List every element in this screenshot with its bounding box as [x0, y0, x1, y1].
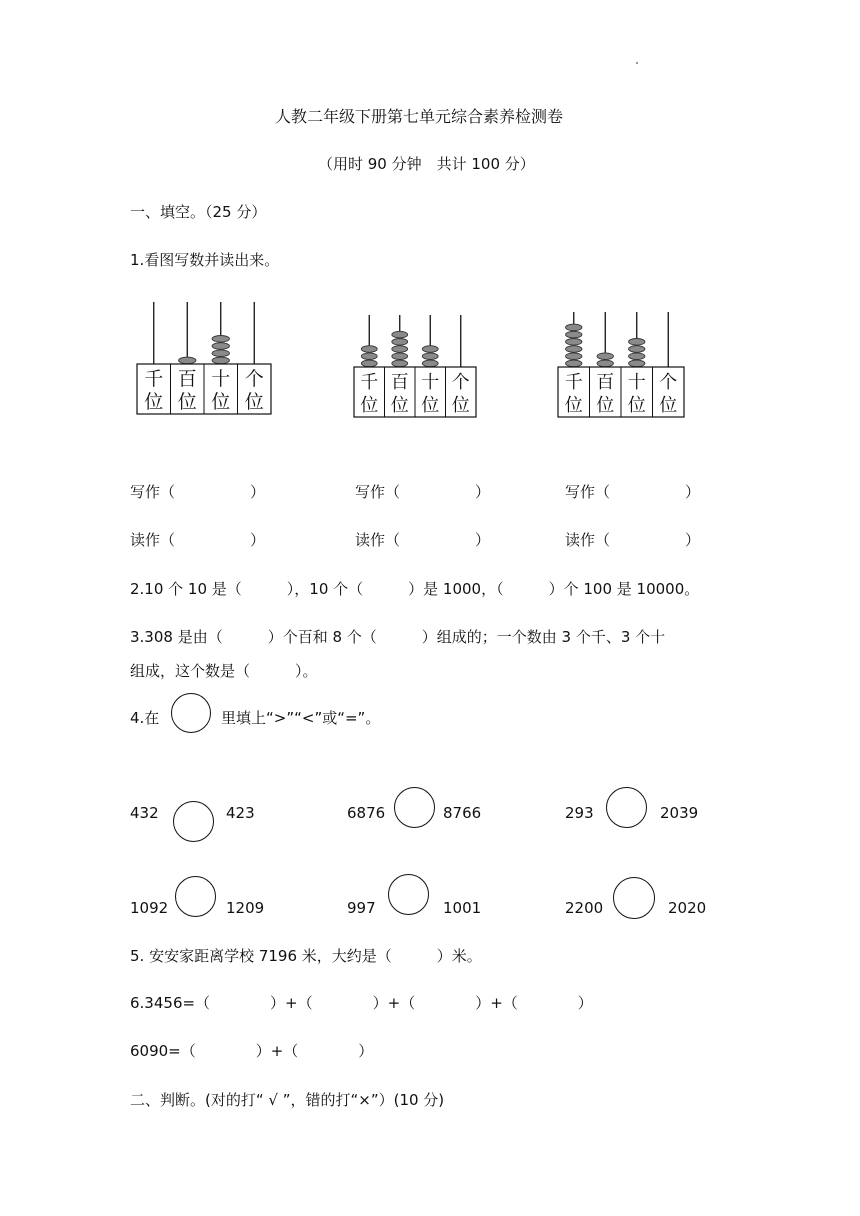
place-label: 位: [211, 391, 231, 413]
place-label: 位: [627, 395, 646, 416]
abacus-bead: [566, 353, 582, 360]
read-blank-1: 读作（ ）: [130, 531, 266, 549]
page-subtitle: （用时 90 分钟 共计 100 分）: [318, 155, 535, 173]
abacus-bead: [566, 346, 582, 353]
abacus-bead: [629, 353, 645, 360]
abacus-bead: [422, 346, 438, 353]
compare-left: 2200: [565, 899, 604, 917]
abacus-bead: [392, 346, 408, 353]
abacus-bead: [629, 360, 645, 367]
compare-circle[interactable]: [175, 876, 216, 917]
abacus-bead: [422, 353, 438, 360]
abacus-bead: [629, 339, 645, 346]
place-label: 千: [360, 372, 379, 393]
abacus-bead: [361, 360, 377, 367]
compare-circle[interactable]: [394, 787, 435, 828]
place-label: 位: [390, 395, 409, 416]
section-true-false: 二、判断。(对的打“ √ ”，错的打“×”）(10 分): [130, 1091, 445, 1109]
abacus-bead: [629, 346, 645, 353]
place-label: 位: [360, 395, 379, 416]
abacus-bead: [597, 360, 613, 367]
compare-circle[interactable]: [606, 787, 647, 828]
compare-circle[interactable]: [613, 877, 655, 919]
abacus-bead: [392, 353, 408, 360]
compare-right: 2039: [660, 804, 699, 822]
write-blank-2: 写作（ ）: [355, 483, 491, 501]
abacus-bead: [361, 346, 377, 353]
abacus-1: [136, 300, 272, 415]
question-3-line-1: 3.308 是由（ ）个百和 8 个（ ）组成的；一个数由 3 个千、3 个十: [130, 628, 666, 646]
page-dot: [636, 62, 638, 64]
place-label: 位: [451, 395, 470, 416]
place-label: 十: [627, 372, 646, 393]
compare-circle-example: [171, 693, 211, 733]
place-label: 十: [421, 372, 440, 393]
question-5: 5. 安安家距离学校 7196 米，大约是（ ）米。: [130, 947, 482, 965]
place-label: 百: [390, 372, 409, 393]
question-1: 1.看图写数并读出来。: [130, 251, 280, 269]
compare-circle[interactable]: [173, 801, 214, 842]
compare-left: 432: [130, 804, 159, 822]
abacus-bead: [566, 339, 582, 346]
compare-right: 1001: [443, 899, 482, 917]
compare-left: 997: [347, 899, 376, 917]
place-label: 位: [144, 391, 164, 413]
place-label: 个: [659, 372, 678, 393]
compare-left: 6876: [347, 804, 386, 822]
abacus-bead: [212, 343, 229, 350]
abacus-2: [353, 313, 477, 418]
compare-right: 423: [226, 804, 255, 822]
place-label: 位: [244, 391, 264, 413]
section-fill-blank: 一、填空。（25 分）: [130, 203, 267, 221]
page-title: 人教二年级下册第七单元综合素养检测卷: [275, 107, 564, 126]
place-label: 个: [244, 368, 264, 390]
abacus-bead: [566, 360, 582, 367]
abacus-bead: [361, 353, 377, 360]
abacus-bead: [392, 360, 408, 367]
question-4-suffix: 里填上“>”“<”或“=”。: [221, 709, 381, 727]
abacus-bead: [422, 360, 438, 367]
abacus-2-drawing: [353, 313, 477, 418]
question-3-line-2: 组成，这个数是（ ）。: [130, 662, 318, 680]
place-label: 位: [564, 395, 583, 416]
place-label: 位: [177, 391, 197, 413]
abacus-bead: [597, 353, 613, 360]
compare-right: 2020: [668, 899, 707, 917]
place-label: 百: [596, 372, 615, 393]
read-blank-2: 读作（ ）: [355, 531, 491, 549]
question-6-part-2: 6090=（ ）+（ ）: [130, 1042, 374, 1060]
abacus-bead: [566, 331, 582, 338]
abacus-bead: [392, 331, 408, 338]
abacus-3: [557, 310, 685, 418]
write-blank-1: 写作（ ）: [130, 483, 266, 501]
place-label: 个: [451, 372, 470, 393]
place-label: 位: [421, 395, 440, 416]
compare-circle[interactable]: [388, 874, 429, 915]
abacus-bead: [179, 357, 196, 364]
place-label: 十: [211, 368, 231, 390]
place-label: 百: [177, 368, 197, 390]
abacus-bead: [392, 339, 408, 346]
question-4-prefix: 4.在: [130, 709, 160, 727]
place-label: 千: [144, 368, 164, 390]
place-label: 千: [564, 372, 583, 393]
abacus-bead: [566, 324, 582, 331]
abacus-bead: [212, 357, 229, 364]
place-label: 位: [659, 395, 678, 416]
question-2: 2.10 个 10 是（ ），10 个（ ）是 1000，（ ）个 100 是 10000。: [130, 580, 700, 598]
question-6: 6.3456=（ ）+（ ）+（ ）+（ ）: [130, 994, 593, 1012]
compare-left: 293: [565, 804, 594, 822]
place-label: 位: [596, 395, 615, 416]
compare-right: 1209: [226, 899, 265, 917]
compare-right: 8766: [443, 804, 482, 822]
read-blank-3: 读作（ ）: [565, 531, 701, 549]
abacus-bead: [212, 336, 229, 343]
abacus-1-drawing: [136, 300, 272, 415]
write-blank-3: 写作（ ）: [565, 483, 701, 501]
abacus-bead: [212, 350, 229, 357]
compare-left: 1092: [130, 899, 169, 917]
abacus-3-drawing: [557, 310, 685, 418]
